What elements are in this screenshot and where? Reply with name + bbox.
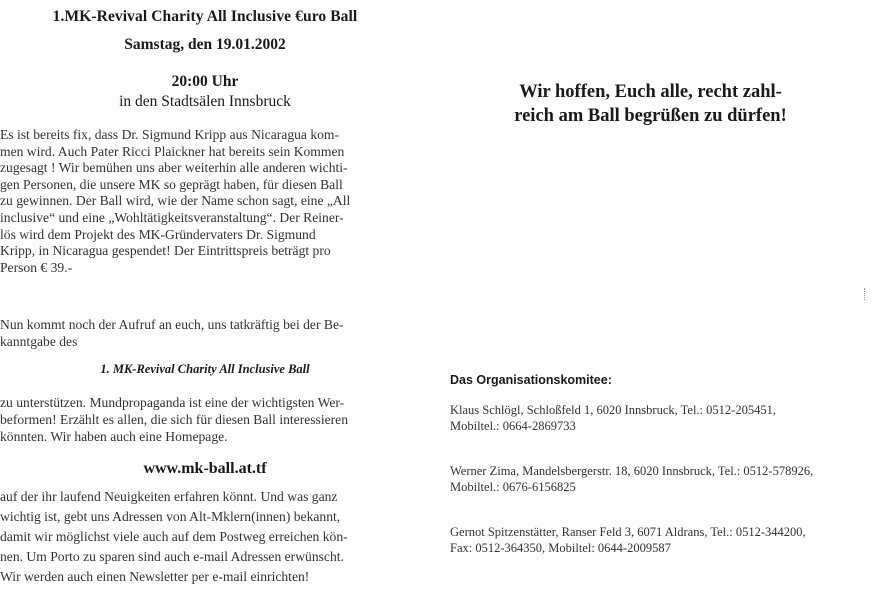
- scan-mark: [864, 288, 867, 300]
- left-column: [0, 0, 410, 600]
- event-name-italic: 1. MK-Revival Charity All Inclusive Ball: [100, 362, 310, 376]
- committee-member: [450, 403, 870, 434]
- text-line: zu gewinnen. Der Ball wird, wie der Name schon sagt, eine „All: [0, 193, 351, 209]
- homepage-url: www.mk-ball.at.tf: [143, 460, 267, 477]
- text-line: Kripp, in Nicaragua gespendet! Der Eintrittspreis beträgt pro: [0, 243, 331, 259]
- text-line: auf der ihr laufend Neuigkeiten erfahren könnt. Und was ganz: [0, 489, 338, 504]
- greeting-line: Wir hoffen, Euch alle, recht zahl-: [519, 82, 782, 102]
- text-line: wichtig ist, gebt uns Adressen von Alt-Mklern(innen) bekannt,: [0, 509, 341, 524]
- text-line: nen. Um Porto zu sparen sind auch e-mail Adressen erwünscht.: [0, 549, 344, 564]
- text-line: gen Personen, die unsere MK so geprägt haben, für diesen Ball: [0, 176, 343, 192]
- text-line: Nun kommt noch der Aufruf an euch, uns tatkräftig bei der Be-: [0, 317, 344, 332]
- member-address: Werner Zima, Mandelsbergerstr. 18, 6020 Innsbruck, Tel.: 0512-578926,: [450, 464, 814, 478]
- event-title: 1.MK-Revival Charity All Inclusive €uro Ball: [52, 8, 358, 25]
- text-line: lös wird dem Projekt des MK-Gründervaters Dr. Sigmund: [0, 226, 316, 242]
- text-line: Es ist bereits fix, dass Dr. Sigmund Kripp aus Nicaragua kom-: [0, 127, 340, 142]
- greeting-line: reich am Ball begrüßen zu dürfen!: [514, 106, 787, 126]
- text-line: inclusive“ und eine „Wohltätigkeitsveranstaltung“. Der Reiner-: [0, 209, 344, 225]
- promo-paragraph: [0, 394, 402, 445]
- text-line: damit wir möglichst viele auch auf dem Postweg erreichen kön-: [0, 529, 348, 544]
- text-line: beformen! Erzählt es allen, die sich für diesen Ball interessieren: [0, 412, 349, 427]
- event-date: Samstag, den 19.01.2002: [124, 36, 286, 53]
- committee-member: [450, 464, 870, 495]
- committee-member: [450, 525, 870, 556]
- text-line: zugesagt ! Wir bemühen uns aber weiterhin alle anderen wichti-: [0, 160, 348, 176]
- member-address: Klaus Schlögl, Schloßfeld 1, 6020 Innsbruck, Tel.: 0512-205451,: [450, 403, 776, 417]
- member-phone: Fax: 0512-364350, Mobiltel: 0644-2009587: [450, 540, 671, 555]
- right-column: [420, 0, 881, 600]
- intro-paragraph: [0, 127, 398, 276]
- committee-heading: Das Organisationskomitee:: [450, 373, 612, 387]
- text-line: zu unterstützen. Mundpropaganda ist eine der wichtigsten Wer-: [0, 395, 345, 410]
- member-address: Gernot Spitzenstätter, Ranser Feld 3, 6071 Aldrans, Tel.: 0512-344200,: [450, 525, 806, 539]
- text-line: men wird. Auch Pater Ricci Plaickner hat bereits sein Kommen: [0, 143, 345, 159]
- text-line: kanntgabe des: [0, 333, 78, 349]
- text-line: Wir werden auch einen Newsletter per e-mail einrichten!: [0, 569, 310, 584]
- newsletter-paragraph: [0, 487, 404, 587]
- event-venue: in den Stadtsälen Innsbruck: [119, 93, 291, 110]
- call-paragraph: [0, 317, 400, 350]
- member-phone: Mobiltel.: 0664-2869733: [450, 418, 576, 433]
- text-line: Person € 39.-: [0, 259, 73, 275]
- greeting-text: [420, 80, 881, 128]
- event-time: 20:00 Uhr: [171, 73, 239, 90]
- member-phone: Mobiltel.: 0676-6156825: [450, 479, 576, 494]
- text-line: könnten. Wir haben auch eine Homepage.: [0, 429, 228, 444]
